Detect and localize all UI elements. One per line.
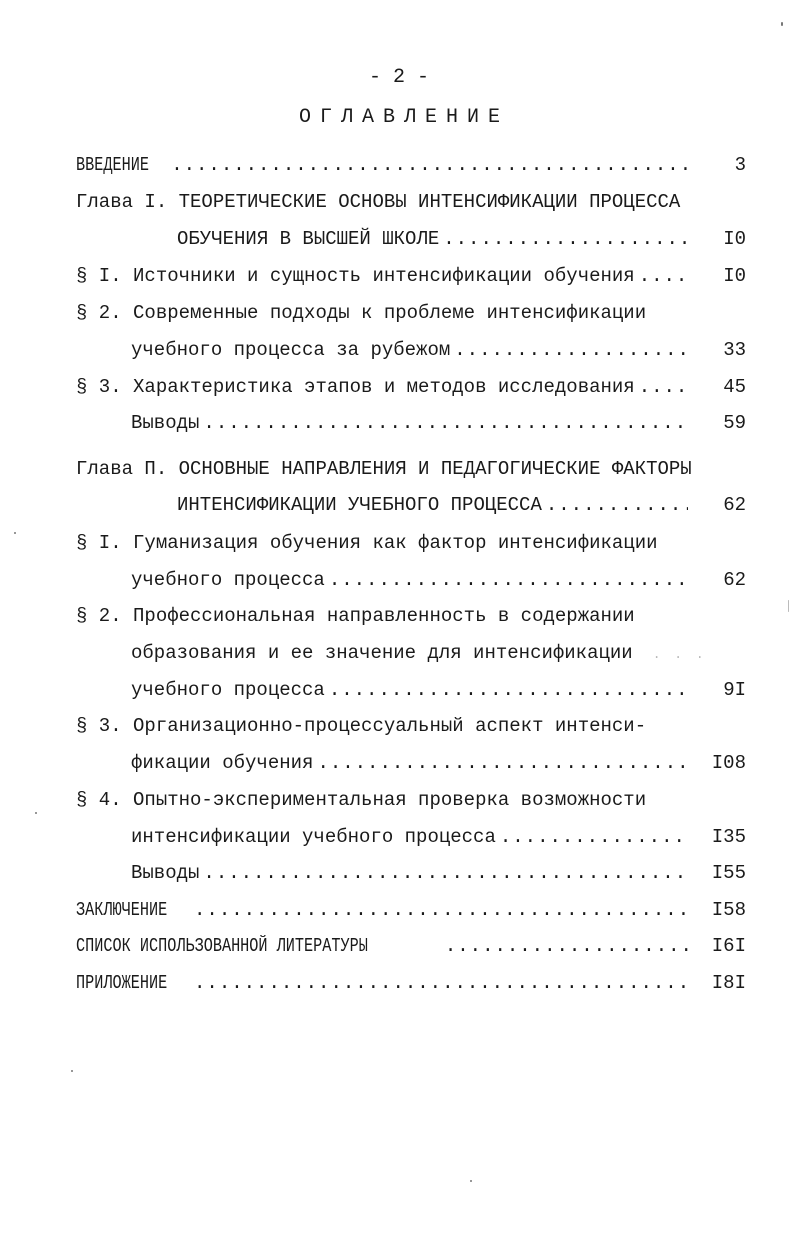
- dot-leader: [190, 968, 688, 998]
- dot-leader: [635, 261, 688, 291]
- toc-ch2-section-1[interactable]: [76, 528, 658, 558]
- section-title-line2: образования и ее значение для интенсификации: [131, 642, 633, 664]
- dot-leader: [190, 895, 688, 925]
- toc-ch2-section-3-cont[interactable]: [131, 748, 746, 778]
- section-number: § 2.: [76, 302, 122, 324]
- section-title-line3: учебного процесса: [131, 679, 325, 701]
- toc-entry-conclusion[interactable]: [76, 895, 746, 925]
- toc-ch2-conclusions[interactable]: [131, 858, 746, 888]
- toc-references-label: СПИСОК ИСПОЛЬЗОВАННОЙ ЛИТЕРАТУРЫ: [76, 935, 368, 957]
- section-title-line2: учебного процесса: [131, 569, 325, 591]
- dot-leader: [635, 372, 688, 402]
- toc-ch2-section-4[interactable]: [76, 785, 646, 815]
- section-number: § 3.: [76, 376, 122, 398]
- dot-leader: [313, 748, 688, 778]
- toc-chapter2-page: 62: [723, 494, 746, 516]
- toc-chapter1-line1: Глава I. ТЕОРЕТИЧЕСКИЕ ОСНОВЫ ИНТЕНСИФИКАЦИИ ПРОЦЕССА: [76, 191, 681, 213]
- toc-ch1-section-3[interactable]: [76, 372, 746, 402]
- section-page: I08: [711, 752, 746, 774]
- section-title-line2: учебного процесса за рубежом: [131, 339, 451, 361]
- section-page: I0: [723, 265, 746, 287]
- toc-entry-references[interactable]: [76, 931, 746, 961]
- scan-speck: [35, 812, 37, 814]
- toc-ch2-section-2-cont[interactable]: [131, 638, 707, 668]
- section-page: I35: [711, 826, 746, 848]
- section-number: § 3.: [76, 715, 122, 737]
- section-number: § 2.: [76, 605, 122, 627]
- toc-references-page: I6I: [711, 935, 746, 957]
- toc-chapter1-heading-cont[interactable]: [177, 224, 746, 254]
- conclusions-page: I55: [711, 862, 746, 884]
- section-page: 9I: [723, 679, 746, 701]
- toc-appendix-page: I8I: [711, 972, 746, 994]
- toc-ch2-section-4-cont[interactable]: [131, 822, 746, 852]
- dot-leader: [199, 858, 688, 888]
- toc-chapter2-heading[interactable]: [76, 454, 692, 484]
- toc-chapter2-heading-cont[interactable]: [177, 490, 746, 520]
- section-title: Источники и сущность интенсификации обучения: [133, 265, 635, 287]
- toc-chapter2-line2: ИНТЕНСИФИКАЦИИ УЧЕБНОГО ПРОЦЕССА: [177, 494, 542, 516]
- toc-ch1-conclusions[interactable]: [131, 408, 746, 438]
- page-number: - 2 -: [368, 66, 429, 89]
- scan-speck: [71, 1070, 73, 1072]
- dot-leader: [496, 822, 688, 852]
- page-title: ОГЛАВЛЕНИЕ: [298, 106, 510, 129]
- section-title: Характеристика этапов и методов исследования: [133, 376, 635, 398]
- toc-appendix-label: ПРИЛОЖЕНИЕ: [76, 972, 168, 994]
- section-page: 33: [723, 339, 746, 361]
- section-title-line1: Профессиональная направленность в содержании: [133, 605, 635, 627]
- scan-speck: [14, 532, 16, 534]
- toc-chapter2-line1: Глава П. ОСНОВНЫЕ НАПРАВЛЕНИЯ И ПЕДАГОГИЧЕСКИЕ ФАКТОРЫ: [76, 458, 692, 480]
- section-title-line2: интенсификации учебного процесса: [131, 826, 496, 848]
- scan-speck: [781, 22, 783, 26]
- section-number: § I.: [76, 532, 122, 554]
- section-number: § 4.: [76, 789, 122, 811]
- section-title-line2: фикации обучения: [131, 752, 314, 774]
- section-number: § I.: [76, 265, 122, 287]
- toc-ch2-section-2[interactable]: [76, 601, 635, 631]
- toc-intro-label: ВВЕДЕНИЕ: [76, 154, 149, 176]
- section-title-line1: Гуманизация обучения как фактор интенсификации: [133, 532, 658, 554]
- dot-leader: [325, 565, 688, 595]
- section-page: 62: [723, 569, 746, 591]
- dot-leader: [325, 675, 688, 705]
- scan-speck: [470, 1180, 472, 1182]
- conclusions-label: Выводы: [131, 412, 200, 434]
- toc-ch1-section-2[interactable]: [76, 298, 646, 328]
- toc-conclusion-label: ЗАКЛЮЧЕНИЕ: [76, 899, 168, 921]
- toc-chapter1-page: I0: [723, 228, 746, 250]
- dot-leader: [439, 224, 688, 254]
- section-title-line1: Современные подходы к проблеме интенсификации: [133, 302, 647, 324]
- dot-leader: [167, 150, 688, 180]
- toc-ch2-section-3[interactable]: [76, 711, 646, 741]
- section-page: 45: [723, 376, 746, 398]
- toc-ch2-section-1-cont[interactable]: [131, 565, 746, 595]
- conclusions-label: Выводы: [131, 862, 200, 884]
- section-title-line1: Организационно-процессуальный аспект интенси-: [133, 715, 647, 737]
- toc-entry-appendix[interactable]: [76, 968, 746, 998]
- toc-chapter1-heading[interactable]: [76, 187, 680, 217]
- dot-leader: [199, 408, 688, 438]
- dot-leader: [441, 931, 688, 961]
- toc-ch2-section-2-cont2[interactable]: [131, 675, 746, 705]
- toc-conclusion-page: I58: [711, 899, 746, 921]
- section-title-line1: Опытно-экспериментальная проверка возможности: [133, 789, 647, 811]
- dot-leader: [450, 335, 688, 365]
- scan-speck: [788, 600, 789, 612]
- toc-ch1-section-1[interactable]: [76, 261, 746, 291]
- dot-leader: [542, 490, 688, 520]
- toc-chapter1-line2: ОБУЧЕНИЯ В ВЫСШЕЙ ШКОЛЕ: [177, 228, 440, 250]
- toc-entry-intro[interactable]: [76, 150, 746, 180]
- faint-mark: . . .: [652, 647, 707, 662]
- toc-intro-page: 3: [734, 154, 746, 176]
- conclusions-page: 59: [723, 412, 746, 434]
- toc-ch1-section-2-cont[interactable]: [131, 335, 746, 365]
